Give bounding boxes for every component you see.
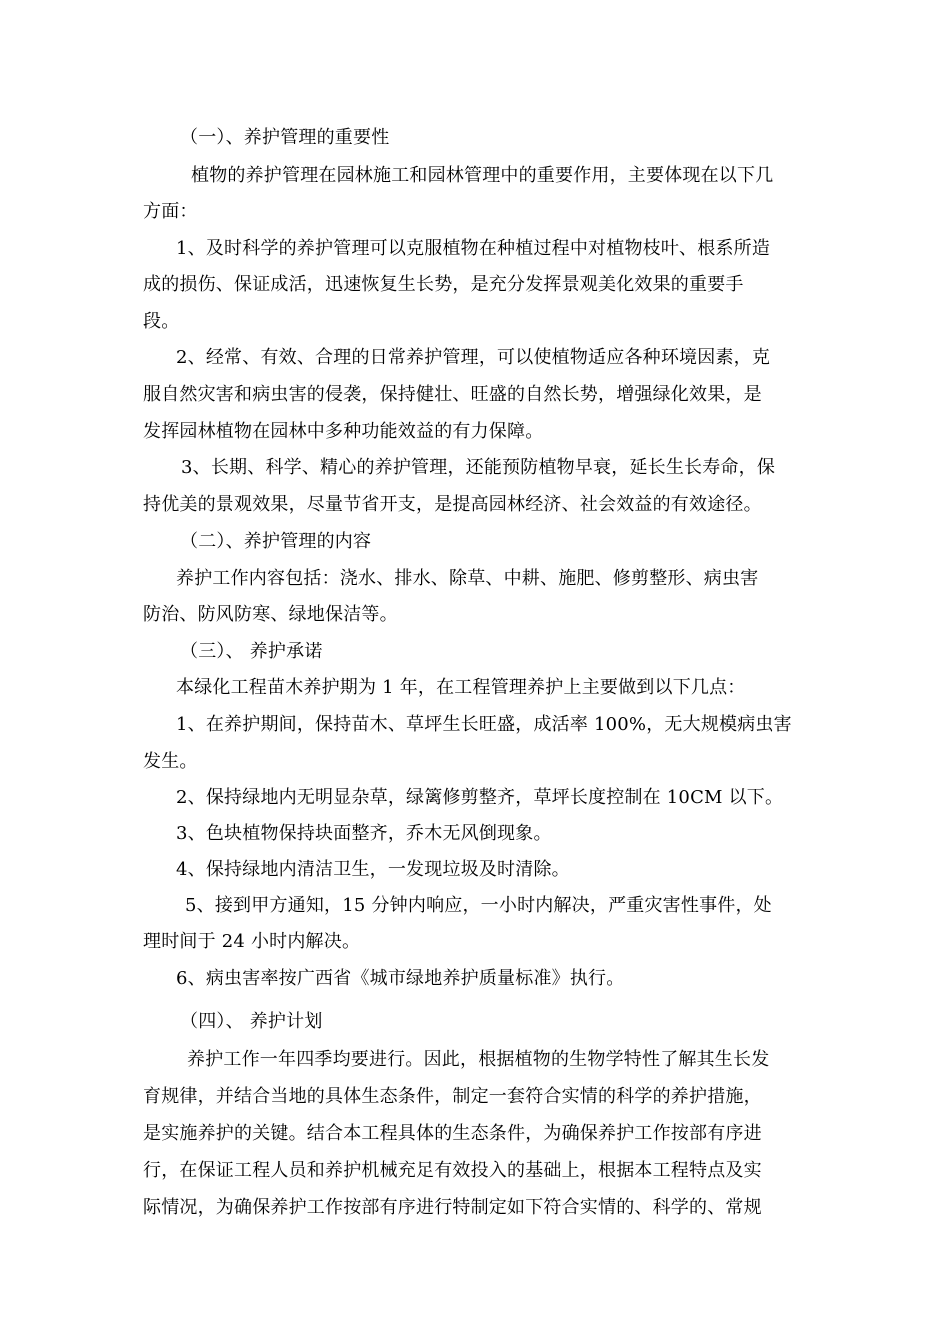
section4-heading: （四）、 养护计划 — [180, 1011, 323, 1032]
section3-item5-line-2: 理时间于 24 小时内解决。 — [143, 931, 361, 952]
section1-item2-line-3: 发挥园林植物在园林中多种功能效益的有力保障。 — [143, 421, 544, 442]
section3-item5-line-1: 5、接到甲方通知，15 分钟内响应，一小时内解决，严重灾害性事件，处 — [185, 895, 772, 916]
section3-heading: （三）、 养护承诺 — [180, 641, 323, 662]
section4-body-line-3: 是实施养护的关键。结合本工程具体的生态条件，为确保养护工作按部有序进 — [143, 1123, 762, 1144]
section1-intro-line-1: 植物的养护管理在园林施工和园林管理中的重要作用，主要体现在以下几 — [191, 165, 774, 186]
section1-heading: （一）、养护管理的重要性 — [180, 127, 390, 148]
section4-body-line-5: 际情况，为确保养护工作按部有序进行特制定如下符合实情的、科学的、常规 — [143, 1197, 762, 1218]
section1-item3-line-1: 3、长期、科学、精心的养护管理，还能预防植物早衰，延长生长寿命，保 — [181, 457, 776, 478]
section3-intro: 本绿化工程苗木养护期为 1 年，在工程管理养护上主要做到以下几点： — [176, 677, 746, 698]
section1-item2-line-1: 2、经常、有效、合理的日常养护管理，可以使植物适应各种环境因素，克 — [176, 347, 771, 368]
section2-body-line-2: 防治、防风防寒、绿地保洁等。 — [143, 604, 398, 625]
section1-item1-line-3: 段。 — [143, 311, 180, 332]
section3-item3: 3、色块植物保持块面整齐，乔木无风倒现象。 — [176, 823, 552, 844]
section1-item2-line-2: 服自然灾害和病虫害的侵袭，保持健壮、旺盛的自然长势，增强绿化效果，是 — [143, 384, 762, 405]
section3-item4: 4、保持绿地内清洁卫生，一发现垃圾及时清除。 — [176, 859, 570, 880]
section1-intro-line-2: 方面： — [143, 201, 198, 222]
section4-body-line-1: 养护工作一年四季均要进行。因此，根据植物的生物学特性了解其生长发 — [187, 1049, 770, 1070]
section3-item1-line-1: 1、在养护期间，保持苗木、草坪生长旺盛，成活率 100%，无大规模病虫害 — [176, 714, 792, 735]
section3-item2: 2、保持绿地内无明显杂草，绿篱修剪整齐，草坪长度控制在 10CM 以下。 — [176, 787, 784, 808]
section4-body-line-4: 行，在保证工程人员和养护机械充足有效投入的基础上，根据本工程特点及实 — [143, 1160, 762, 1181]
section3-item1-line-2: 发生。 — [143, 751, 198, 772]
section1-item1-line-2: 成的损伤、保证成活，迅速恢复生长势，是充分发挥景观美化效果的重要手 — [143, 274, 744, 295]
section1-item1-line-1: 1、及时科学的养护管理可以克服植物在种植过程中对植物枝叶、根系所造 — [176, 238, 771, 259]
section2-body-line-1: 养护工作内容包括：浇水、排水、除草、中耕、施肥、修剪整形、病虫害 — [176, 568, 759, 589]
section4-body-line-2: 育规律，并结合当地的具体生态条件，制定一套符合实情的科学的养护措施， — [143, 1086, 762, 1107]
section2-heading: （二）、养护管理的内容 — [180, 531, 372, 552]
section1-item3-line-2: 持优美的景观效果，尽量节省开支，是提高园林经济、社会效益的有效途径。 — [143, 494, 762, 515]
section3-item6: 6、病虫害率按广西省《城市绿地养护质量标准》执行。 — [176, 968, 625, 989]
